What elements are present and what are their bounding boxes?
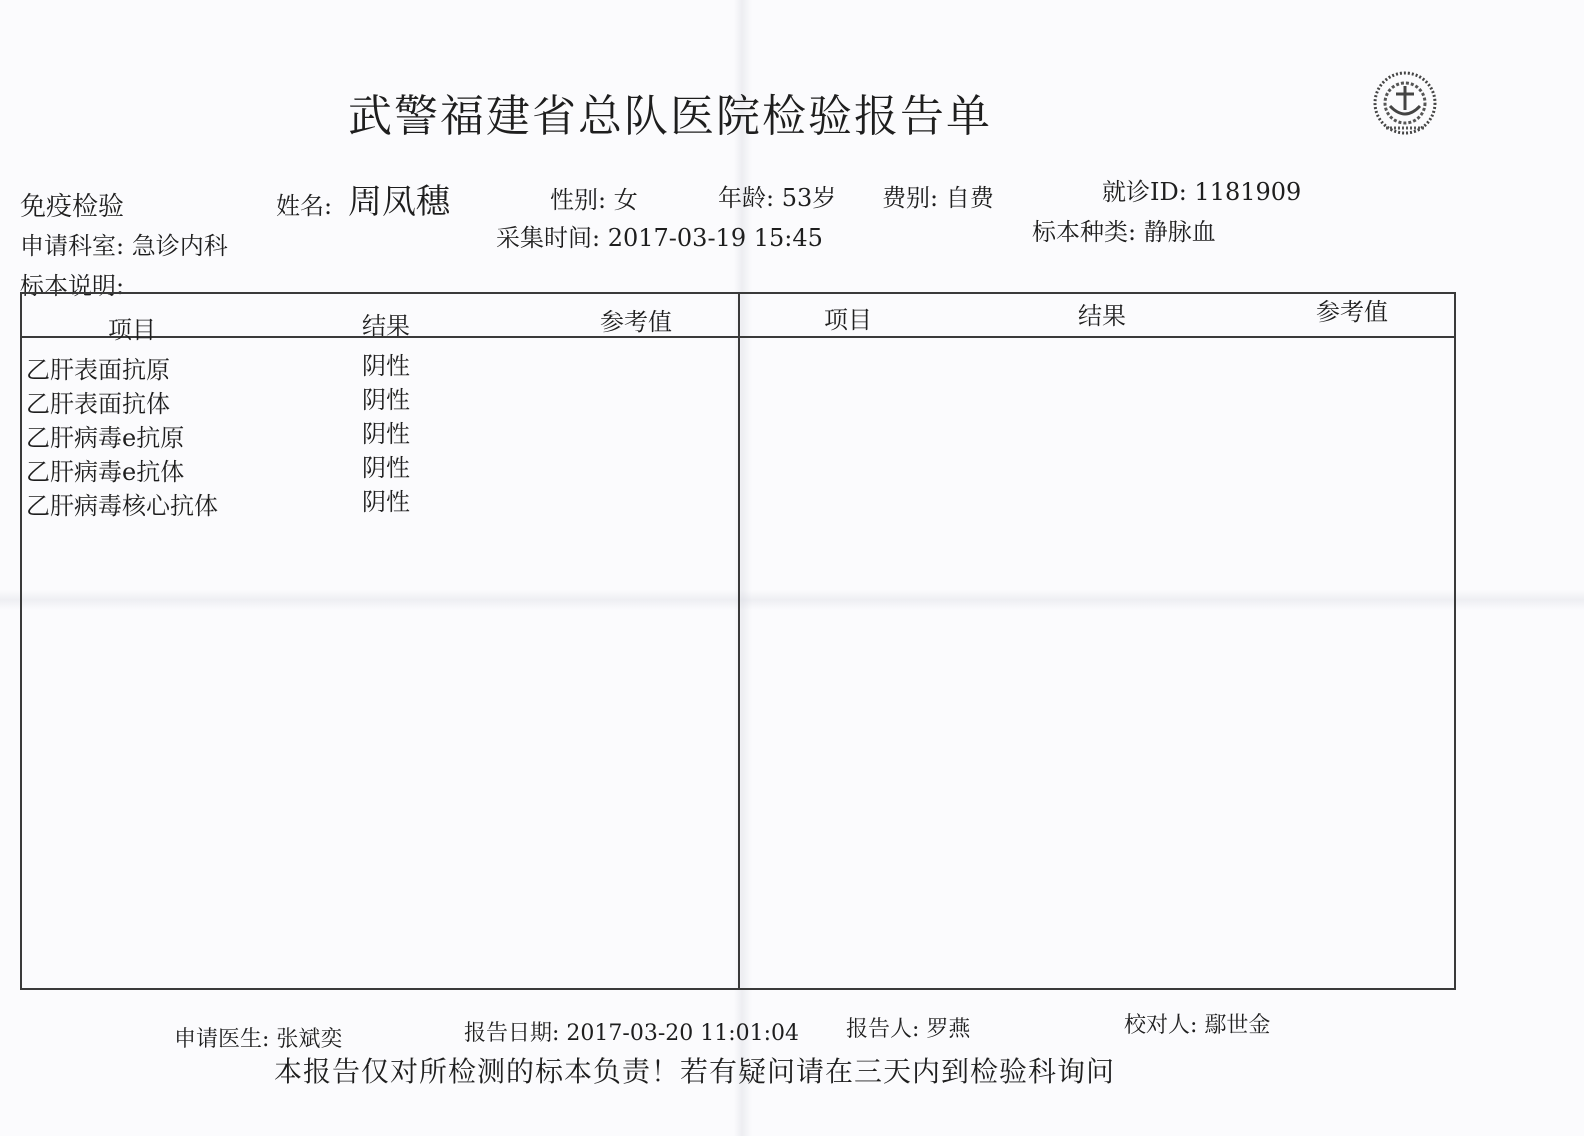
age-field: 年龄: 53岁 xyxy=(718,184,837,212)
visit-id-field: 就诊ID: 1181909 xyxy=(1102,178,1302,206)
header-reference-right: 参考值 xyxy=(1316,298,1388,326)
department-field: 申请科室: 急诊内科 xyxy=(20,232,228,260)
collect-time-field: 采集时间: 2017-03-19 15:45 xyxy=(496,224,823,252)
header-item-right: 项目 xyxy=(824,306,872,334)
disclaimer-note: 本报告仅对所检测的标本负责！若有疑问请在三天内到检验科询问 xyxy=(274,1055,1116,1088)
gender-field: 性别: 女 xyxy=(550,186,638,214)
table-row-item: 乙肝病毒e抗体 xyxy=(26,458,185,486)
name-label: 姓名: xyxy=(276,192,333,220)
table-row-result: 阴性 xyxy=(362,454,410,482)
header-divider xyxy=(20,336,1454,338)
header-result-right: 结果 xyxy=(1078,302,1126,330)
table-row-result: 阴性 xyxy=(362,386,410,414)
table-row-item: 乙肝表面抗体 xyxy=(26,390,170,418)
table-row-item: 乙肝表面抗原 xyxy=(26,356,170,384)
table-row-result: 阴性 xyxy=(362,488,410,516)
header-result-left: 结果 xyxy=(362,312,410,340)
requesting-doctor: 申请医生: 张斌奕 xyxy=(174,1027,343,1052)
specimen-note-field: 标本说明: xyxy=(20,272,125,300)
table-row-result: 阴性 xyxy=(362,352,410,380)
header-reference-left: 参考值 xyxy=(600,308,672,336)
report-date: 报告日期: 2017-03-20 11:01:04 xyxy=(464,1021,800,1046)
fee-type-field: 费别: 自费 xyxy=(882,184,994,212)
specimen-type-field: 标本种类: 静脉血 xyxy=(1032,218,1216,246)
table-row-item: 乙肝病毒e抗原 xyxy=(26,424,185,452)
patient-name: 周凤穗 xyxy=(348,182,450,222)
header-item-left: 项目 xyxy=(108,316,156,344)
reporter: 报告人: 罗燕 xyxy=(846,1017,971,1042)
table-row-item: 乙肝病毒核心抗体 xyxy=(26,492,218,520)
column-divider xyxy=(738,292,740,988)
test-category: 免疫检验 xyxy=(20,192,125,222)
checker: 校对人: 鄢世金 xyxy=(1124,1013,1271,1038)
hospital-emblem-icon xyxy=(1372,70,1438,136)
report-title: 武警福建省总队医院检验报告单 xyxy=(348,91,992,142)
table-row-result: 阴性 xyxy=(362,420,410,448)
